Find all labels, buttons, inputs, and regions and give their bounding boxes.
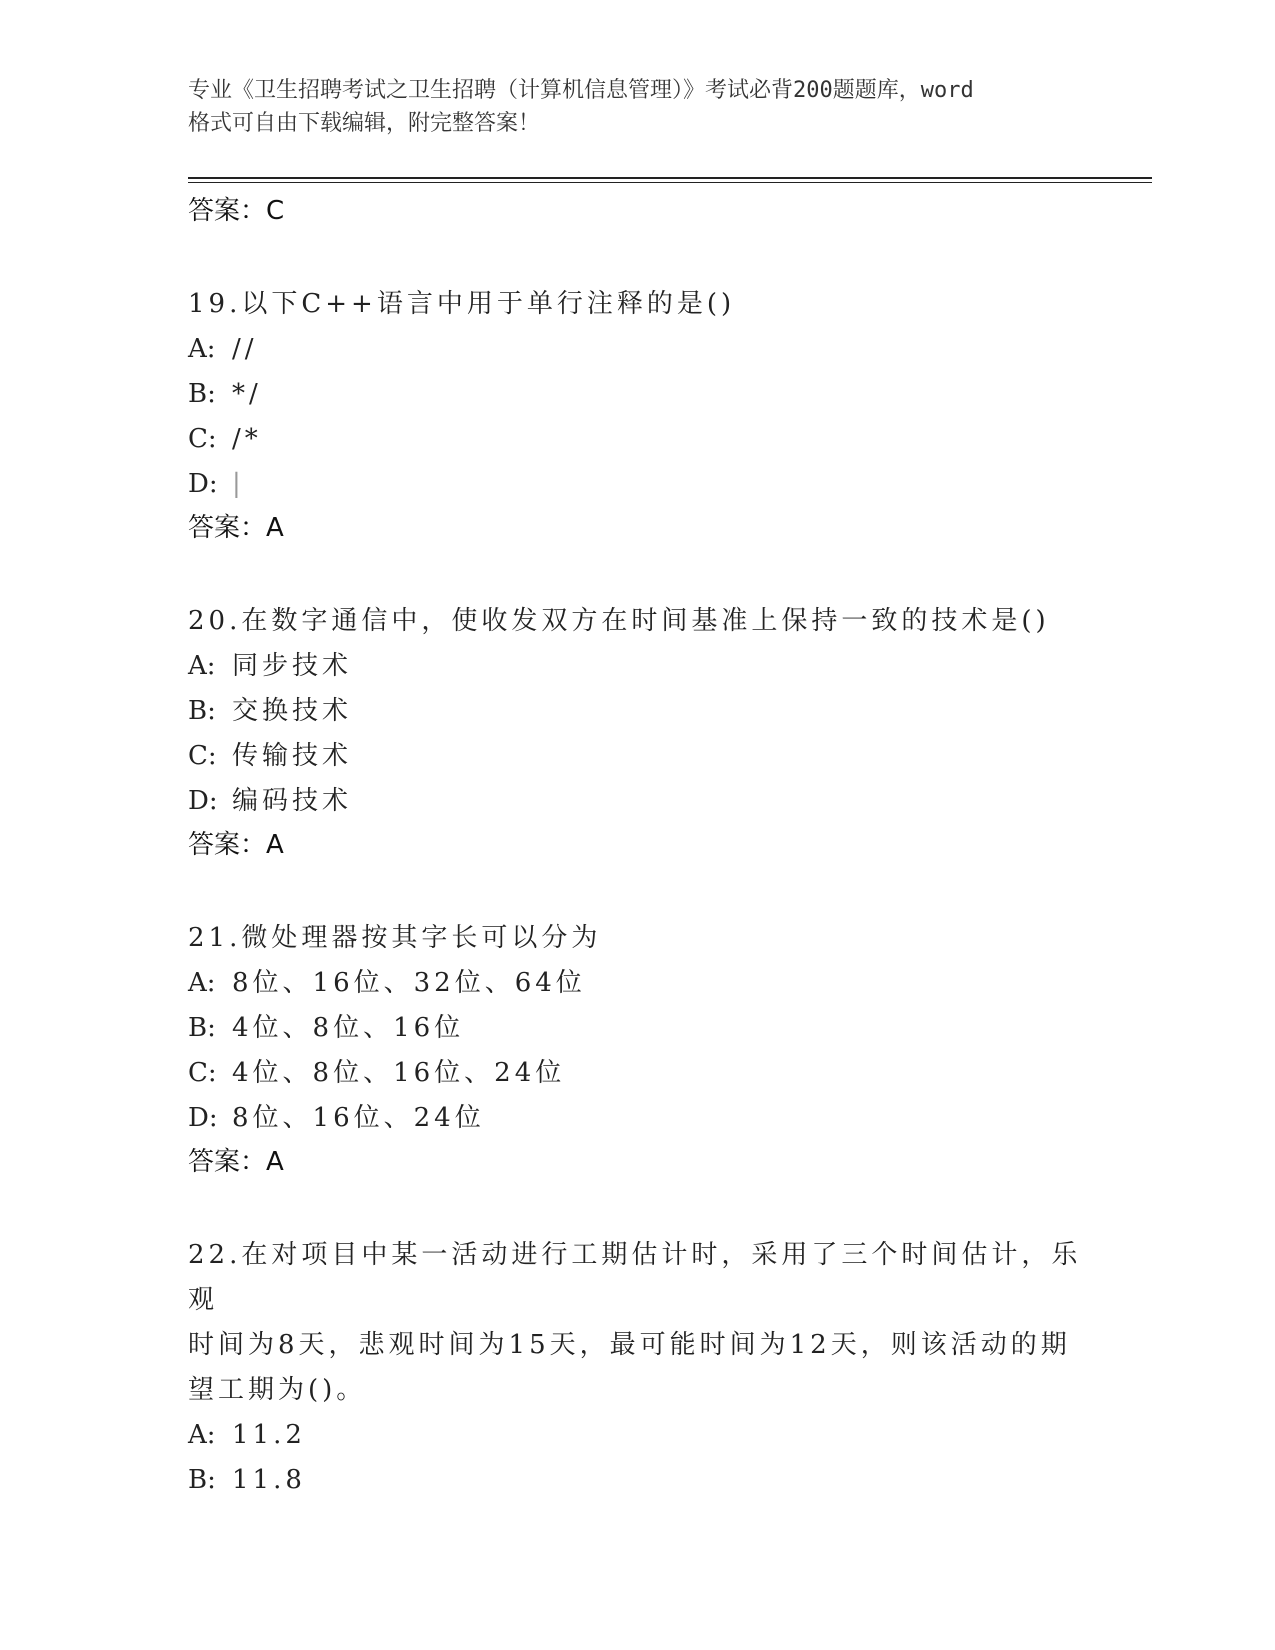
answer: 答案：A [188,1147,284,1177]
question-text: 19.以下C++语言中用于单行注释的是() [188,289,736,319]
option-text: // [232,334,258,364]
question-22 [188,1233,1088,1503]
option-text: /* [232,424,262,454]
option-b: B: 4位、8位、16位 [188,1013,465,1043]
option-a: A: 11.2 [188,1420,306,1450]
option-c: C: /* [188,424,262,454]
option-text: 11.2 [232,1420,306,1450]
option-d: D: 编码技术 [188,786,353,816]
question-list [188,190,1088,1503]
option-text: 交换技术 [232,696,353,726]
answer: 答案：A [188,513,284,543]
option-c: C: 传输技术 [188,741,353,771]
header-divider-thin [188,182,1152,183]
question-20 [188,599,1088,866]
option-b: B: */ [188,379,262,409]
option-text: | [232,469,245,499]
option-d: D: | [188,469,245,499]
question-19 [188,282,1088,549]
option-text: 传输技术 [232,741,353,771]
option-text: 8位、16位、24位 [232,1103,485,1133]
option-a: A: 同步技术 [188,651,353,681]
option-b: B: 11.8 [188,1465,306,1495]
question-text-line-2: 时间为8天，悲观时间为15天，最可能时间为12天，则该活动的期 [188,1330,1071,1360]
option-d: D: 8位、16位、24位 [188,1103,485,1133]
question-21 [188,916,1088,1183]
option-text: 编码技术 [232,786,353,816]
option-c: C: 4位、8位、16位、24位 [188,1058,566,1088]
header-divider-thick [188,177,1152,179]
option-a: A: 8位、16位、32位、64位 [188,968,586,998]
header-title-line-1: 专业《卫生招聘考试之卫生招聘（计算机信息管理）》考试必背200题题库，word [188,78,974,103]
question-text: 21.微处理器按其字长可以分为 [188,923,602,953]
question-text: 20.在数字通信中，使收发双方在时间基准上保持一致的技术是() [188,606,1050,636]
document-header [188,74,1088,140]
option-a: A: // [188,334,258,364]
option-text: 4位、8位、16位 [232,1013,465,1043]
option-text: 4位、8位、16位、24位 [232,1058,566,1088]
question-text-line-3: 望工期为()。 [188,1375,367,1405]
option-text: 11.8 [232,1465,306,1495]
option-text: */ [232,379,262,409]
answer: 答案：A [188,830,284,860]
header-title-line-2: 格式可自由下载编辑，附完整答案！ [188,111,541,136]
question-text-line-1: 22.在对项目中某一活动进行工期估计时，采用了三个时间估计，乐观 [188,1240,1082,1315]
previous-answer: 答案：C [188,196,285,226]
option-b: B: 交换技术 [188,696,353,726]
option-text: 同步技术 [232,651,353,681]
option-text: 8位、16位、32位、64位 [232,968,586,998]
